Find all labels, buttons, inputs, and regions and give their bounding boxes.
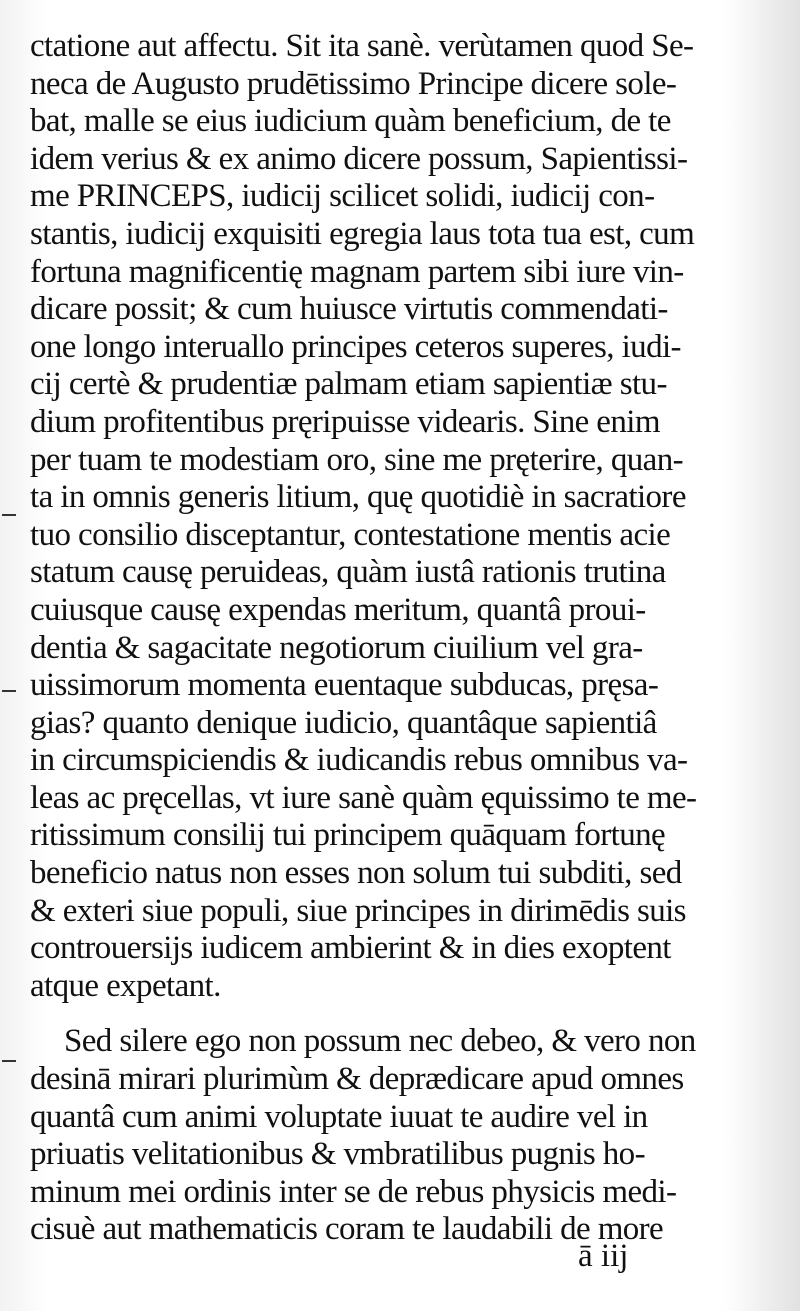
text-line: one longo interuallo principes ceteros superes, iudi- — [30, 328, 681, 365]
signature-mark: ā iij — [578, 1238, 629, 1274]
text-line: controuersijs iudicem ambierint & in dies exoptent — [30, 930, 671, 967]
text-line: in circumspiciendis & iudicandis rebus omnibus va- — [30, 742, 688, 779]
text-line: beneficio natus non esses non solum tui subditi, sed — [30, 855, 682, 892]
text-line: cij certè & prudentiæ palmam etiam sapientiæ stu- — [30, 366, 667, 403]
text-line: me PRINCEPS, iudicij scilicet solidi, iudicij con- — [30, 178, 655, 215]
text-line: ctatione aut affectu. Sit ita sanè. verùtamen quod Se- — [30, 28, 694, 64]
text-line: quantâ cum animi voluptate iuuat te audire vel in — [30, 1098, 648, 1135]
text-line: priuatis velitationibus & vmbratilibus pugnis ho- — [30, 1136, 645, 1173]
text-line: minum mei ordinis inter se de rebus physicis medi- — [30, 1173, 677, 1210]
text-line: leas ac pręcellas, vt iure sanè quàm ęquissimo te me- — [30, 779, 697, 816]
margin-mark — [2, 1060, 16, 1062]
text-line: stantis, iudicij exquisiti egregia laus tota tua est, cum — [30, 215, 695, 252]
text-line: uissimorum momenta euentaque subducas, pręsa- — [30, 667, 659, 704]
text-line: gias? quanto denique iudicio, quantâque sapientiâ — [30, 704, 657, 741]
page-edge-shadow — [730, 0, 800, 1311]
text-line: dium profitentibus pręripuisse videaris. Sine enim — [30, 403, 660, 440]
text-line: cisuè aut mathematicis coram te laudabili de more — [30, 1211, 664, 1248]
body-text — [30, 28, 720, 1249]
text-line: dentia & sagacitate negotiorum ciuilium vel gra- — [30, 629, 643, 666]
text-line: Sed silere ego non possum nec debeo, & vero non — [64, 1023, 696, 1060]
text-line: bat, malle se eius iudicium quàm beneficium, de te — [30, 103, 671, 140]
text-line: statum causę peruideas, quàm iustâ rationis trutina — [30, 554, 666, 591]
text-line: tuo consilio disceptantur, contestatione mentis acie — [30, 516, 671, 553]
margin-mark — [2, 514, 16, 516]
margin-mark — [2, 690, 16, 692]
text-line: per tuam te modestiam oro, sine me pręterire, quan- — [30, 441, 683, 478]
text-line: dicare possit; & cum huiusce virtutis commendati- — [30, 291, 668, 328]
text-line: neca de Augusto prudētissimo Principe dicere sole- — [30, 65, 677, 102]
paragraph-1 — [30, 28, 720, 1005]
text-line: fortuna magnificentię magnam partem sibi iure vin- — [30, 253, 684, 290]
paragraph-2 — [30, 1023, 720, 1249]
text-line: desinā mirari plurimùm & deprædicare apud omnes — [30, 1061, 684, 1098]
text-line: cuiusque causę expendas meritum, quantâ proui- — [30, 591, 646, 628]
text-line: & exteri siue populi, siue principes in dirimēdis suis — [30, 892, 686, 929]
text-line: ta in omnis generis litium, quę quotidiè in sacratiore — [30, 479, 686, 516]
text-line: atque expetant. — [30, 967, 221, 1004]
text-line: ritissimum consilij tui principem quāquam fortunę — [30, 817, 666, 854]
text-line: idem verius & ex animo dicere possum, Sapientissi- — [30, 140, 688, 177]
